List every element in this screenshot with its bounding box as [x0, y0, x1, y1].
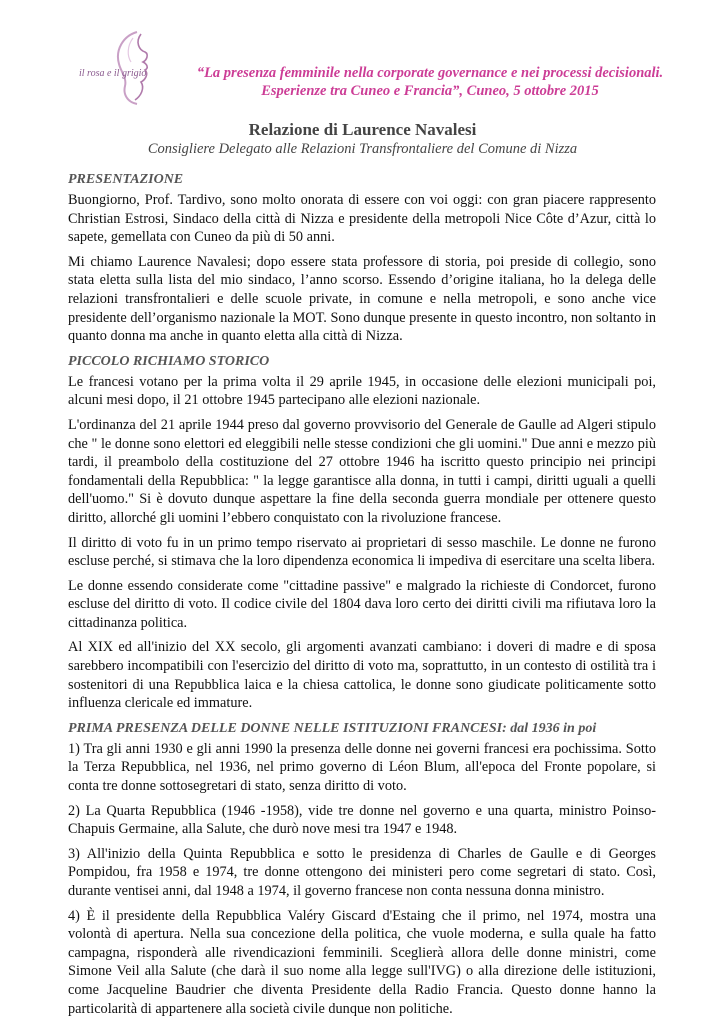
- paragraph: Al XIX ed all'inizio del XX secolo, gli argomenti avanzati cambiano: i doveri di madre e di sposa sarebbero incompatibili con l'esercizio del diritto di voto ma, soprattutto, in un contesto di ostilità tra i sostenitori di una Repubblica laica e la chiesa cattolica, le donne sono giudicate politicamente sotto influenza clericale ed immature.: [68, 639, 656, 712]
- paragraph: Mi chiamo Laurence Navalesi; dopo essere stata professore di storia, poi preside di collegio, sono stata eletta sulla lista del mio sindaco, l’anno scorso. Essendo d’origine italiana, ho la delega delle relazioni transfrontalieri e delle scuole private, in comune e nella metropoli, e sono anche vice presidente dell’organismo nazionale la MOT. Sono dunque presente in questo incontro, non soltanto in quanto donna ma anche in quanto eletta alla città di Nizza.: [68, 253, 656, 345]
- event-title: [170, 64, 690, 100]
- event-title-line-1: “La presenza femminile nella corporate governance e nei processi decisionali.: [196, 65, 664, 81]
- report-title: Relazione di Laurence Navalesi: [248, 120, 477, 139]
- logo: [75, 28, 175, 108]
- event-title-line-2: Esperienze tra Cuneo e Francia”, Cuneo, 5 ottobre 2015: [261, 83, 599, 99]
- logo-text: il rosa e il grigio: [79, 68, 147, 79]
- paragraph: Il diritto di voto fu in un primo tempo riservato ai proprietari di sesso maschile. Le donne ne furono escluse perché, si stimava che la loro dipendenza economica li impediva di esercitare una scelta libera.: [68, 534, 656, 570]
- section-heading-presentazione: PRESENTAZIONE: [68, 172, 184, 187]
- paragraph: Le francesi votano per la prima volta il 29 aprile 1945, in occasione delle elezioni municipali poi, alcuni mesi dopo, il 21 ottobre 1945 partecipano alle elezioni nazionale.: [68, 373, 656, 409]
- paragraph: Le donne essendo considerate come "cittadine passive" e malgrado la richieste di Condorcet, furono escluse del diritto di voto. Il codice civile del 1804 dava loro certo dei diritti civili ma rifiutava loro la cittadinanza politica.: [68, 577, 656, 631]
- paragraph: 2) La Quarta Repubblica (1946 -1958), vide tre donne nel governo e una quarta, ministro Poinso-Chapuis Germaine, alla Salute, che durò nove mesi tra 1947 e 1948.: [68, 802, 656, 838]
- paragraph: 1) Tra gli anni 1930 e gli anni 1990 la presenza delle donne nei governi francesi era pochissima. Sotto la Terza Repubblica, nel 1936, nel primo governo di Léon Blum, all'epoca del Fronte popolare, si conta tre donne sottosegretari di stato, senza diritto di voto.: [68, 740, 656, 795]
- paragraph: Buongiorno, Prof. Tardivo, sono molto onorata di essere con voi oggi: con gran piacere rappresento Christian Estrosi, Sindaco della città di Nizza e presidente della metropoli Nice Côte d’Azur, città lo sapete, gemellata con Cuneo da più di 50 anni.: [68, 192, 656, 246]
- paragraph: 4) È il presidente della Repubblica Valéry Giscard d'Estaing che il primo, nel 1974, mostra una volontà di apertura. Nella sua concezione della politica, che vuole moderna, e sulla quale ha fatto campagna, risponderà alle rivendicazioni femminili. Sceglierà allora delle donne ministri, come Simone Veil alla Salute (che darà il suo nome alla legge sull'IVG) o alla direzione delle istituzioni, come Jacqueline Baudrier che diventa Presidente della Radio Francia. Questo donne hanno la particolarità di appartenere alla società civile dunque non politiche.: [68, 907, 656, 1017]
- section-heading-presenza-sub: dal 1936 in poi: [506, 720, 597, 736]
- section-heading-presenza-main: PRIMA PRESENZA DELLE DONNE NELLE ISTITUZIONI FRANCESI:: [68, 720, 507, 736]
- report-subtitle: Consigliere Delegato alle Relazioni Transfrontaliere del Comune di Nizza: [147, 141, 578, 157]
- paragraph: 3) All'inizio della Quinta Repubblica e sotto le presidenza di Charles de Gaulle e di Georges Pompidou, fra 1958 e 1974, tre donne ottengono dei ministeri pero come segretari di stato. Così, durante ventisei anni, dal 1948 a 1974, il governo francese non conta nessuna donna ministro.: [68, 845, 656, 899]
- paragraph: L'ordinanza del 21 aprile 1944 preso dal governo provvisorio del Generale de Gaulle ad Algeri stipulo che " le donne sono elettori ed eleggibili nelle stesse condizioni che gli uomini." Due anni e mezzo più tardi, il preambolo della costituzione del 27 ottobre 1946 ha iscritto questo principio nei principi fondamentali della Repubblica: " la legge garantisce alla donna, in tutti i campi, diritti uguali a quelli dell'uomo." Si è dovuto dunque aspettare la fine della seconda guerra mondiale per ottenere questo diritto, allorché gli uomini l’ebbero conquistato con la rivoluzione francese.: [68, 416, 656, 526]
- section-heading-presenza: [68, 721, 656, 737]
- section-heading-storico: PICCOLO RICHIAMO STORICO: [68, 353, 270, 369]
- document-body: [68, 172, 656, 1024]
